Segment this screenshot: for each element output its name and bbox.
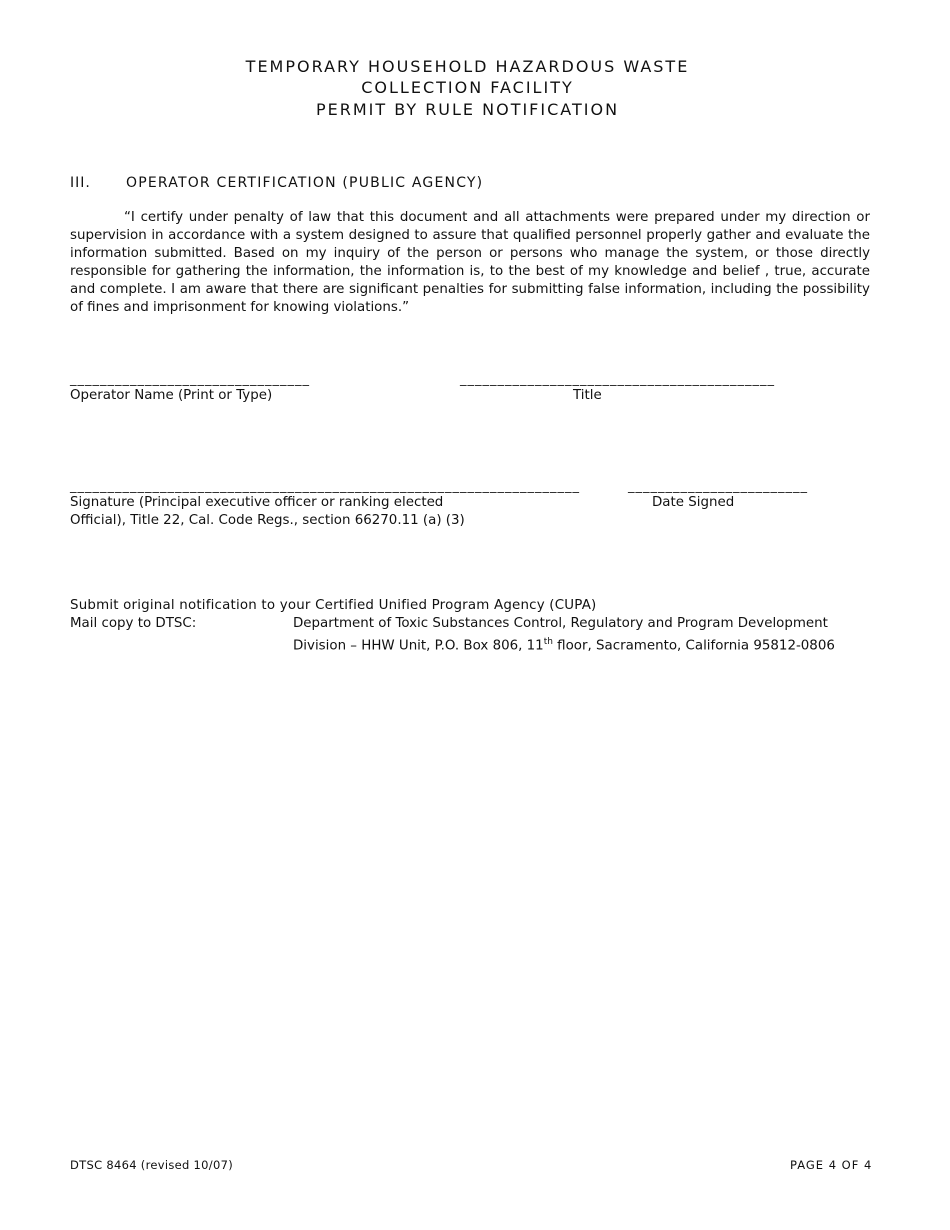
address-line-2-end: floor, Sacramento, California 95812-0806 [552,638,835,654]
mail-copy-label: Mail copy to DTSC: [70,616,197,631]
signature-field[interactable]: ____________________________________________________________________ [70,479,580,494]
date-signed-label: Date Signed [652,495,735,510]
submit-instruction: Submit original notification to your Certified Unified Program Agency (CUPA) [70,598,597,613]
signature-label-line-2: Official), Title 22, Cal. Code Regs., section 66270.11 (a) (3) [70,513,465,528]
address-line-2-start: Division – HHW Unit, P.O. Box 806, 11 [293,638,544,654]
section-title: OPERATOR CERTIFICATION (PUBLIC AGENCY) [126,175,484,191]
certification-statement: “I certify under penalty of law that this document and all attachments were prepared under my direction or supervision in accordance with a system designed to assure that qualified personnel properly gather and evaluate the information submitted. Based on my inquiry of the person or persons who manage the system, or those directly responsible for gathering the information, the information is, to the best of my knowledge and belief , true, accurate and complete. I am aware that there are significant penalties for submitting false information, including the possibility of fines and imprisonment for knowing violations.” [70,210,870,315]
signature-label-line-1: Signature (Principal executive officer or ranking elected [70,495,444,510]
title-label: Title [573,388,602,403]
ordinal-suffix: th [543,637,553,647]
dtsc-address-line-1: Department of Toxic Substances Control, Regulatory and Program Development [293,616,828,631]
operator-name-label: Operator Name (Print or Type) [70,388,273,403]
dtsc-address-line-2 [293,633,835,655]
form-title-line-3: PERMIT BY RULE NOTIFICATION [315,100,620,119]
operator-name-field[interactable]: ________________________________ [70,372,310,387]
title-field[interactable]: __________________________________________ [460,372,775,387]
date-signed-field[interactable]: ________________________ [628,479,808,494]
form-id: DTSC 8464 (revised 10/07) [70,1158,233,1172]
form-title-line-2: COLLECTION FACILITY [361,78,574,97]
form-title-line-1: TEMPORARY HOUSEHOLD HAZARDOUS WASTE [245,57,690,76]
section-number: III. [70,175,91,191]
page-number: PAGE 4 OF 4 [790,1158,873,1172]
